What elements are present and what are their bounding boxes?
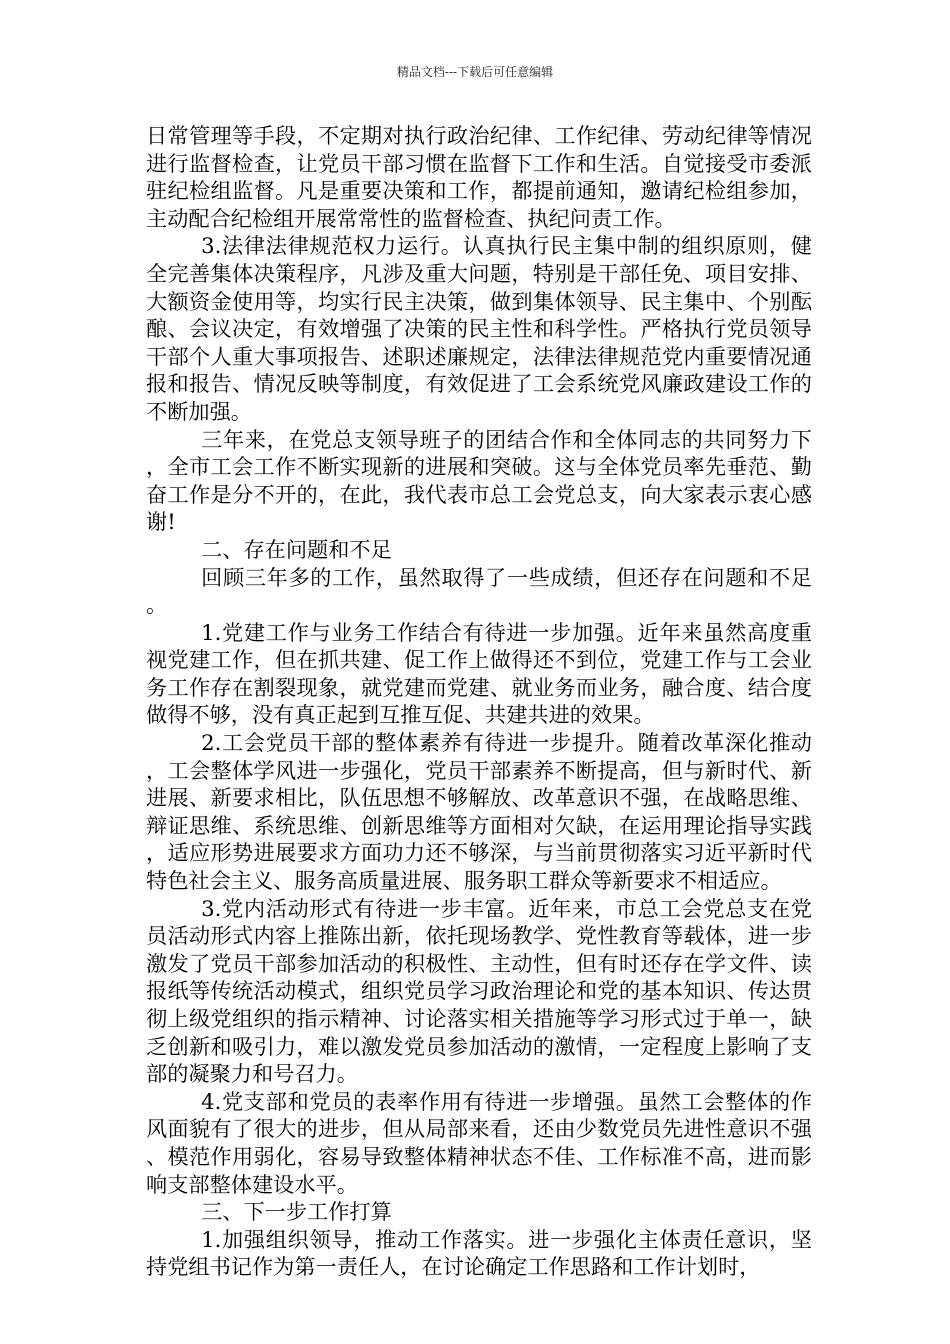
paragraph: 三年来，在党总支领导班子的团结合作和全体同志的共同努力下，全市工会工作不断实现新的进展和突破。这与全体党员率先垂范、勤奋工作是分不开的，在此，我代表市总工会党总支，向大家表示衷心感谢! bbox=[146, 426, 812, 535]
paragraph: 1.加强组织领导，推动工作落实。进一步强化主体责任意识，坚持党组书记作为第一责任人，在讨论确定工作思路和工作计划时， bbox=[146, 1226, 812, 1280]
page-header: 精品文档---下载后可任意编辑 bbox=[396, 65, 554, 79]
paragraph: 3.法律法律规范权力运行。认真执行民主集中制的组织原则，健全完善集体决策程序，凡涉及重大问题，特别是干部任免、项目安排、大额资金使用等，均实行民主决策，做到集体领导、民主集中、个别酝酿、会议决定，有效增强了决策的民主性和科学性。严格执行党员领导干部个人重大事项报告、述职述廉规定，法律法律规范党内重要情况通报和报告、情况反映等制度，有效促进了工会系统党风廉政建设工作的不断加强。 bbox=[146, 233, 812, 424]
paragraph: 回顾三年多的工作，虽然取得了一些成绩，但还存在问题和不足。 bbox=[146, 564, 812, 618]
document-body bbox=[146, 122, 812, 1281]
section-heading: 二、存在问题和不足 bbox=[201, 536, 392, 562]
paragraph: 3.党内活动形式有待进一步丰富。近年来，市总工会党总支在党员活动形式内容上推陈出新，依托现场教学、党性教育等载体，进一步激发了党员干部参加活动的积极性、主动性，但有时还存在学文件、读报纸等传统活动模式，组织党员学习政治理论和党的基本知识、传达贯彻上级党组织的指示精神、讨论落实相关措施等学习形式过于单一，缺乏创新和吸引力，难以激发党员参加活动的激情，一定程度上影响了支部的凝聚力和号召力。 bbox=[146, 895, 812, 1087]
paragraph: 日常管理等手段，不定期对执行政治纪律、工作纪律、劳动纪律等情况进行监督检查，让党员干部习惯在监督下工作和生活。自觉接受市委派驻纪检组监督。凡是重要决策和工作，都提前通知，邀请纪检组参加，主动配合纪检组开展常常性的监督检查、执纪问责工作。 bbox=[146, 123, 812, 231]
section-heading: 三、下一步工作打算 bbox=[201, 1199, 392, 1225]
paragraph: 1.党建工作与业务工作结合有待进一步加强。近年来虽然高度重视党建工作，但在抓共建、促工作上做得还不到位，党建工作与工会业务工作存在割裂现象，就党建而党建、就业务而业务，融合度、结合度做得不够，没有真正起到互推互促、共建共进的效果。 bbox=[146, 619, 812, 728]
paragraph: 4.党支部和党员的表率作用有待进一步增强。虽然工会整体的作风面貌有了很大的进步，但从局部来看，还由少数党员先进性意识不强、模范作用弱化，容易导致整体精神状态不佳、工作标准不高，进而影响支部整体建设水平。 bbox=[146, 1088, 812, 1197]
paragraph: 2.工会党员干部的整体素养有待进一步提升。随着改革深化推动，工会整体学风进一步强化，党员干部素养不断提高，但与新时代、新进展、新要求相比，队伍思想不够解放、改革意识不强，在战略思维、辩证思维、系统思维、创新思维等方面相对欠缺，在运用理论指导实践，适应形势进展要求方面功力还不够深，与当前贯彻落实习近平新时代特色社会主义、服务高质量进展、服务职工群众等新要求不相适应。 bbox=[146, 730, 812, 894]
